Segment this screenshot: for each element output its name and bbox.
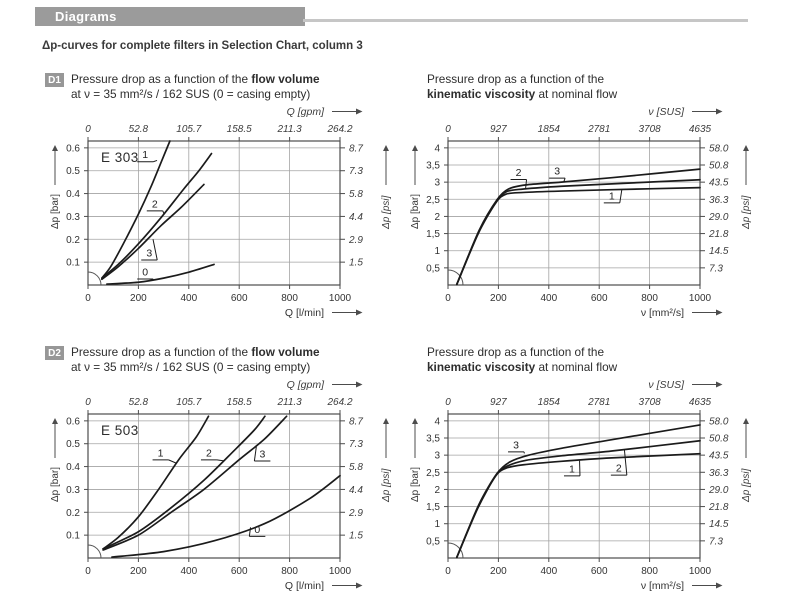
svg-text:7.3: 7.3: [349, 439, 363, 451]
svg-text:ν [SUS]: ν [SUS]: [648, 106, 684, 118]
svg-text:50.8: 50.8: [709, 433, 729, 445]
curve-2: [457, 441, 700, 558]
svg-text:3: 3: [434, 177, 440, 189]
curve-label-0: 0: [254, 523, 261, 536]
svg-text:105.7: 105.7: [176, 124, 202, 135]
svg-text:2: 2: [434, 484, 440, 496]
svg-text:ν [SUS]: ν [SUS]: [648, 379, 684, 391]
svg-text:ν [mm²/s]: ν [mm²/s]: [640, 580, 684, 592]
curve-2: [457, 180, 700, 285]
svg-text:0.4: 0.4: [66, 462, 80, 474]
grid: [448, 141, 700, 285]
svg-text:400: 400: [180, 293, 198, 304]
svg-text:2781: 2781: [588, 124, 611, 135]
svg-text:58.0: 58.0: [709, 143, 729, 155]
curve-label-1: 1: [142, 149, 149, 162]
section-header-title: Diagrams: [55, 9, 117, 24]
svg-text:0: 0: [85, 293, 91, 304]
svg-text:Δp [psi]: Δp [psi]: [381, 195, 392, 229]
svg-text:800: 800: [281, 293, 298, 304]
svg-text:43.5: 43.5: [709, 177, 729, 189]
svg-text:3,5: 3,5: [426, 433, 440, 445]
svg-text:1854: 1854: [537, 397, 560, 408]
svg-text:4.4: 4.4: [349, 484, 363, 496]
svg-text:50.8: 50.8: [709, 160, 729, 172]
svg-text:7.3: 7.3: [709, 263, 723, 275]
curve-3: [457, 169, 700, 284]
svg-text:0.3: 0.3: [66, 211, 80, 223]
chart-title-row: [400, 72, 785, 102]
svg-text:0: 0: [85, 124, 91, 135]
svg-text:927: 927: [490, 397, 507, 408]
chart-d2-flow: [40, 345, 425, 592]
svg-text:0: 0: [445, 124, 451, 135]
curve-label-2: 2: [615, 462, 622, 475]
svg-text:8.7: 8.7: [349, 143, 363, 155]
chart-title-row: [40, 345, 425, 375]
svg-text:Δp [psi]: Δp [psi]: [381, 468, 392, 502]
svg-text:2: 2: [434, 211, 440, 223]
svg-text:800: 800: [641, 293, 658, 304]
svg-text:1000: 1000: [328, 293, 352, 304]
svg-text:52.8: 52.8: [128, 124, 149, 135]
svg-text:Q [gpm]: Q [gpm]: [286, 379, 324, 391]
svg-text:927: 927: [490, 124, 507, 135]
svg-text:0,5: 0,5: [426, 263, 440, 275]
svg-text:29.0: 29.0: [709, 484, 729, 496]
svg-text:0,5: 0,5: [426, 536, 440, 548]
curve-label-2: 2: [151, 198, 158, 211]
curve-0: [107, 264, 214, 284]
svg-text:1.5: 1.5: [349, 257, 363, 269]
svg-text:1000: 1000: [328, 566, 352, 577]
svg-text:3: 3: [434, 450, 440, 462]
chart-title-d1-flow: Pressure drop as a function of the flow volume at ν = 35 mm²/s / 162 SUS (0 = casing empty): [71, 72, 320, 101]
chart-canvas-d1-viscosity: [400, 103, 768, 326]
svg-text:Δp [psi]: Δp [psi]: [741, 468, 752, 502]
svg-text:Q [gpm]: Q [gpm]: [286, 106, 324, 118]
svg-text:1000: 1000: [688, 566, 712, 577]
svg-text:2,5: 2,5: [426, 194, 440, 206]
svg-text:211.3: 211.3: [277, 124, 302, 135]
svg-text:1: 1: [434, 246, 440, 258]
svg-text:3708: 3708: [638, 397, 661, 408]
svg-text:600: 600: [230, 293, 248, 304]
chart-canvas-d1-flow: [40, 103, 408, 326]
svg-text:5.8: 5.8: [349, 462, 363, 474]
svg-text:0.5: 0.5: [66, 439, 80, 451]
svg-text:Δp [psi]: Δp [psi]: [741, 195, 752, 229]
curve-1: [457, 454, 700, 558]
svg-text:Δp [bar]: Δp [bar]: [50, 193, 61, 229]
svg-text:2.9: 2.9: [349, 507, 363, 519]
svg-text:600: 600: [590, 293, 608, 304]
svg-text:ν [mm²/s]: ν [mm²/s]: [640, 307, 684, 319]
svg-text:7.3: 7.3: [349, 166, 363, 178]
svg-text:1: 1: [434, 519, 440, 531]
svg-text:200: 200: [130, 293, 147, 304]
svg-text:158.5: 158.5: [226, 124, 252, 135]
svg-text:1.5: 1.5: [349, 530, 363, 542]
svg-text:0.2: 0.2: [66, 234, 80, 246]
svg-text:Δp [bar]: Δp [bar]: [410, 466, 421, 502]
curve-label-1: 1: [569, 463, 575, 476]
svg-text:4: 4: [434, 143, 440, 155]
chart-canvas-d2-flow: [40, 376, 408, 599]
svg-text:0.6: 0.6: [66, 143, 80, 155]
svg-text:8.7: 8.7: [349, 416, 363, 428]
curve-label-3: 3: [513, 439, 519, 452]
svg-text:5.8: 5.8: [349, 189, 363, 201]
svg-text:200: 200: [490, 293, 507, 304]
svg-text:29.0: 29.0: [709, 211, 729, 223]
svg-text:2781: 2781: [588, 397, 611, 408]
chart-d2-viscosity: [400, 345, 785, 592]
svg-text:Q [l/min]: Q [l/min]: [284, 307, 324, 319]
svg-text:58.0: 58.0: [709, 416, 729, 428]
chart-badge-d1: D1: [45, 73, 64, 87]
svg-text:0.6: 0.6: [66, 416, 80, 428]
plot-border: [448, 141, 700, 285]
svg-text:211.3: 211.3: [277, 397, 302, 408]
origin-arc: [448, 543, 463, 558]
svg-text:43.5: 43.5: [709, 450, 729, 462]
svg-text:3708: 3708: [638, 124, 661, 135]
svg-text:0: 0: [445, 293, 451, 304]
svg-text:4635: 4635: [688, 124, 712, 135]
curve-label-3: 3: [554, 165, 561, 178]
svg-text:Δp [bar]: Δp [bar]: [50, 466, 61, 502]
svg-text:21.8: 21.8: [709, 229, 729, 241]
curve-label-2: 2: [515, 167, 522, 180]
svg-text:14.5: 14.5: [709, 246, 729, 258]
svg-text:0.2: 0.2: [66, 507, 80, 519]
model-label: E 503: [101, 423, 139, 438]
svg-text:0.5: 0.5: [66, 166, 80, 178]
chart-title-d2-flow: Pressure drop as a function of the flow volume at ν = 35 mm²/s / 162 SUS (0 = casing empty): [71, 345, 320, 374]
chart-d1-flow: [40, 72, 425, 319]
chart-d1-viscosity: [400, 72, 785, 319]
svg-text:600: 600: [230, 566, 248, 577]
plot-border: [448, 414, 700, 558]
chart-canvas-d2-viscosity: [400, 376, 768, 599]
svg-text:52.8: 52.8: [128, 397, 149, 408]
chart-title-d1-viscosity: Pressure drop as a function of the kinematic viscosity at nominal flow: [427, 72, 618, 101]
svg-text:14.5: 14.5: [709, 519, 729, 531]
svg-text:0: 0: [85, 397, 91, 408]
svg-text:0.3: 0.3: [66, 484, 80, 496]
svg-text:1,5: 1,5: [426, 502, 440, 514]
svg-text:0.1: 0.1: [66, 530, 80, 542]
origin-arc: [448, 270, 463, 285]
svg-text:0: 0: [85, 566, 91, 577]
curve-label-3: 3: [146, 247, 153, 260]
svg-text:400: 400: [180, 566, 198, 577]
svg-text:0.1: 0.1: [66, 257, 80, 269]
grid: [448, 414, 700, 558]
svg-text:0: 0: [445, 566, 451, 577]
svg-text:2.9: 2.9: [349, 234, 363, 246]
model-label: E 303: [101, 150, 139, 165]
svg-text:36.3: 36.3: [709, 194, 729, 206]
svg-text:4635: 4635: [688, 397, 712, 408]
chart-badge-d2: D2: [45, 346, 64, 360]
page-subtitle: Δp-curves for complete filters in Selection Chart, column 3: [42, 40, 363, 52]
svg-text:0: 0: [445, 397, 451, 408]
section-header-bar: [35, 7, 305, 26]
curve-label-0: 0: [142, 266, 149, 279]
chart-title-d2-viscosity: Pressure drop as a function of the kinematic viscosity at nominal flow: [427, 345, 618, 374]
svg-text:158.5: 158.5: [226, 397, 252, 408]
svg-text:400: 400: [540, 293, 558, 304]
svg-text:Q [l/min]: Q [l/min]: [284, 580, 324, 592]
svg-text:Δp [bar]: Δp [bar]: [410, 193, 421, 229]
curve-0: [112, 476, 340, 557]
svg-text:4.4: 4.4: [349, 211, 363, 223]
svg-text:0.4: 0.4: [66, 189, 80, 201]
svg-text:4: 4: [434, 416, 440, 428]
curve-label-2: 2: [206, 447, 212, 460]
svg-text:7.3: 7.3: [709, 536, 723, 548]
svg-text:1,5: 1,5: [426, 229, 440, 241]
svg-text:400: 400: [540, 566, 558, 577]
origin-arc: [88, 545, 101, 558]
curve-label-1: 1: [608, 190, 615, 203]
header-rule: [303, 19, 748, 22]
svg-text:264.2: 264.2: [327, 124, 353, 135]
svg-text:264.2: 264.2: [327, 397, 353, 408]
svg-text:1000: 1000: [688, 293, 712, 304]
svg-text:21.8: 21.8: [709, 502, 729, 514]
svg-text:3,5: 3,5: [426, 160, 440, 172]
curve-label-3: 3: [259, 448, 266, 461]
curve-label-1: 1: [157, 447, 164, 460]
svg-text:36.3: 36.3: [709, 467, 729, 479]
svg-text:1854: 1854: [537, 124, 560, 135]
origin-arc: [88, 272, 101, 285]
curve-1: [457, 188, 700, 285]
svg-text:105.7: 105.7: [176, 397, 202, 408]
svg-text:600: 600: [590, 566, 608, 577]
svg-text:200: 200: [130, 566, 147, 577]
svg-text:800: 800: [281, 566, 298, 577]
svg-text:200: 200: [490, 566, 507, 577]
chart-title-row: [40, 72, 425, 102]
svg-text:800: 800: [641, 566, 658, 577]
svg-text:2,5: 2,5: [426, 467, 440, 479]
chart-title-row: [400, 345, 785, 375]
